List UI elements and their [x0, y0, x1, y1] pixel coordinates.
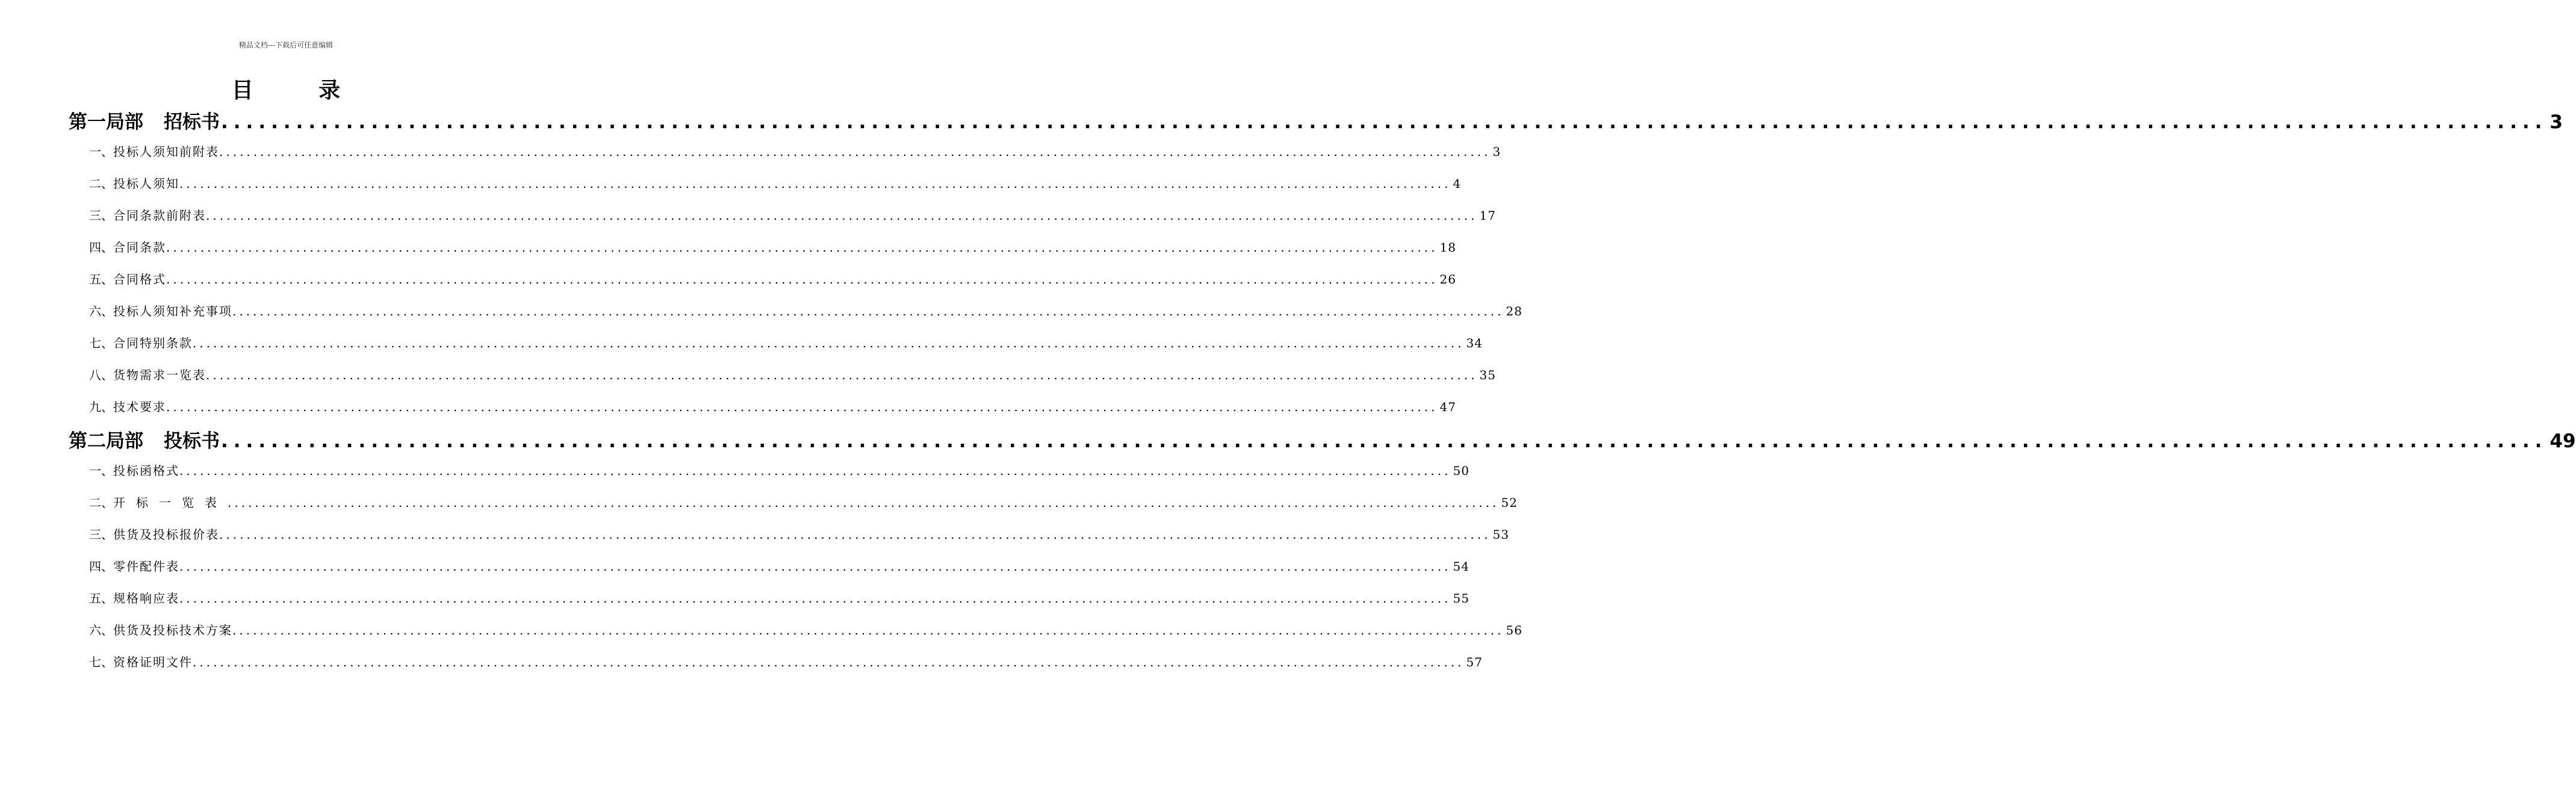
- toc-entry[interactable]: [89, 557, 1470, 574]
- toc-entry[interactable]: [89, 302, 1522, 319]
- entry-label: 投标人须知: [113, 176, 179, 191]
- page-number: 3: [1492, 144, 1501, 159]
- dot-leader: ..........................................................................................................................................................................................: [179, 176, 1451, 191]
- entry-number: 七、: [89, 336, 113, 350]
- page-number: 28: [1506, 304, 1522, 318]
- dot-leader: ..........................................................................................................................................................................................: [232, 304, 1504, 318]
- dot-leader: ..........................................................................................................................................................................................: [179, 559, 1451, 574]
- dot-leader: ..........................................................................................................................................................................................: [166, 272, 1438, 287]
- toc-entry[interactable]: [89, 142, 1501, 160]
- page-number: 3: [2550, 111, 2563, 133]
- entry-label: 投标人须知前附表: [113, 144, 219, 159]
- entry-number: 五、: [89, 591, 113, 606]
- toc-entry[interactable]: [89, 206, 1496, 223]
- toc-entry[interactable]: [89, 397, 1456, 415]
- part-label: 第二局部: [69, 430, 143, 452]
- entry-number: 六、: [89, 623, 113, 637]
- entry-number: 四、: [89, 240, 113, 255]
- toc-entry[interactable]: [89, 525, 1509, 542]
- toc-entry[interactable]: [89, 461, 1470, 479]
- entry-label: 资格证明文件: [113, 655, 193, 669]
- toc-part-2[interactable]: [69, 426, 2576, 453]
- page-number: 49: [2550, 430, 2576, 452]
- dot-leader: ..........................................................................................................................................................................................: [219, 144, 1491, 159]
- entry-number: 二、: [89, 176, 113, 191]
- toc-entry[interactable]: [89, 493, 1518, 510]
- page-number: 17: [1479, 208, 1496, 223]
- entry-number: 九、: [89, 400, 113, 414]
- entry-number: 七、: [89, 655, 113, 669]
- toc-entry[interactable]: [89, 365, 1496, 383]
- toc-entry[interactable]: [89, 174, 1462, 191]
- entry-number: 五、: [89, 272, 113, 287]
- dot-leader: ..........................................................................................................................................................................................: [193, 655, 1465, 669]
- dot-leader: ..........................................................................................................................................................................................: [193, 336, 1465, 350]
- page-number: 54: [1453, 559, 1470, 574]
- dot-leader: ..........................................................................................................................................................................................: [206, 208, 1478, 223]
- dot-leader: ..........................................................................................................................................................................................: [228, 495, 1500, 510]
- entry-number: 八、: [89, 368, 113, 382]
- page-number: 53: [1492, 527, 1509, 542]
- dot-leader: ..........................................................................................................................................................................................: [179, 463, 1451, 478]
- page-number: 47: [1439, 400, 1456, 414]
- dot-leader: ..........................................................................................................................................................................................: [232, 623, 1504, 637]
- page-number: 57: [1466, 655, 1483, 669]
- dot-leader: ..........................................................................................................................................................................................: [166, 400, 1438, 414]
- part-label: 第一局部: [69, 111, 143, 133]
- page-number: 34: [1466, 336, 1483, 350]
- toc-entry[interactable]: [89, 652, 1483, 670]
- entry-number: 二、: [89, 495, 113, 510]
- entry-label: 合同条款前附表: [113, 208, 206, 223]
- entry-number: 三、: [89, 208, 113, 223]
- dot-leader: ..........................................................................................................................................................................................: [179, 591, 1451, 606]
- toc-entry[interactable]: [89, 621, 1522, 638]
- dot-leader: ..........................................................................................................................................................................................: [206, 368, 1478, 382]
- dot-leader: ..........................................................................................................................................................................................: [221, 111, 2548, 133]
- entry-label: 投标函格式: [113, 463, 179, 478]
- entry-label: 供货及投标技术方案: [113, 623, 232, 637]
- entry-label: 合同格式: [113, 272, 166, 287]
- entry-number: 六、: [89, 304, 113, 318]
- page-number: 52: [1501, 495, 1518, 510]
- toc-entry[interactable]: [89, 333, 1483, 351]
- page-number: 50: [1453, 463, 1470, 478]
- toc-entry[interactable]: [89, 238, 1456, 255]
- entry-label: 供货及投标报价表: [113, 527, 219, 542]
- dot-leader: ..........................................................................................................................................................................................: [219, 527, 1491, 542]
- toc-title: 目 录: [231, 78, 370, 103]
- toc-entry[interactable]: [89, 270, 1456, 287]
- part-name: 投标书: [164, 430, 220, 452]
- entry-number: 四、: [89, 559, 113, 574]
- page-number: 55: [1453, 591, 1470, 606]
- entry-label: 零件配件表: [113, 559, 179, 574]
- entry-label: 开标一览表: [113, 495, 228, 510]
- entry-number: 一、: [89, 463, 113, 478]
- entry-number: 一、: [89, 144, 113, 159]
- page-number: 18: [1439, 240, 1456, 255]
- entry-label: 货物需求一览表: [113, 368, 206, 382]
- entry-label: 投标人须知补充事项: [113, 304, 232, 318]
- dot-leader: ..........................................................................................................................................................................................: [166, 240, 1438, 255]
- entry-label: 合同条款: [113, 240, 166, 255]
- part-name: 招标书: [164, 111, 220, 133]
- page-number: 4: [1453, 176, 1462, 191]
- entry-number: 三、: [89, 527, 113, 542]
- page-header-note: 精品文档---下载后可任意编辑: [238, 41, 334, 49]
- page-number: 26: [1439, 272, 1456, 287]
- entry-label: 合同特别条款: [113, 336, 193, 350]
- dot-leader: ..........................................................................................................................................................................................: [221, 430, 2548, 452]
- page-number: 35: [1479, 368, 1496, 382]
- entry-label: 技术要求: [113, 400, 166, 414]
- toc-entry[interactable]: [89, 589, 1470, 606]
- entry-label: 规格响应表: [113, 591, 179, 606]
- toc-part-1[interactable]: [69, 107, 2563, 134]
- page-number: 56: [1506, 623, 1522, 637]
